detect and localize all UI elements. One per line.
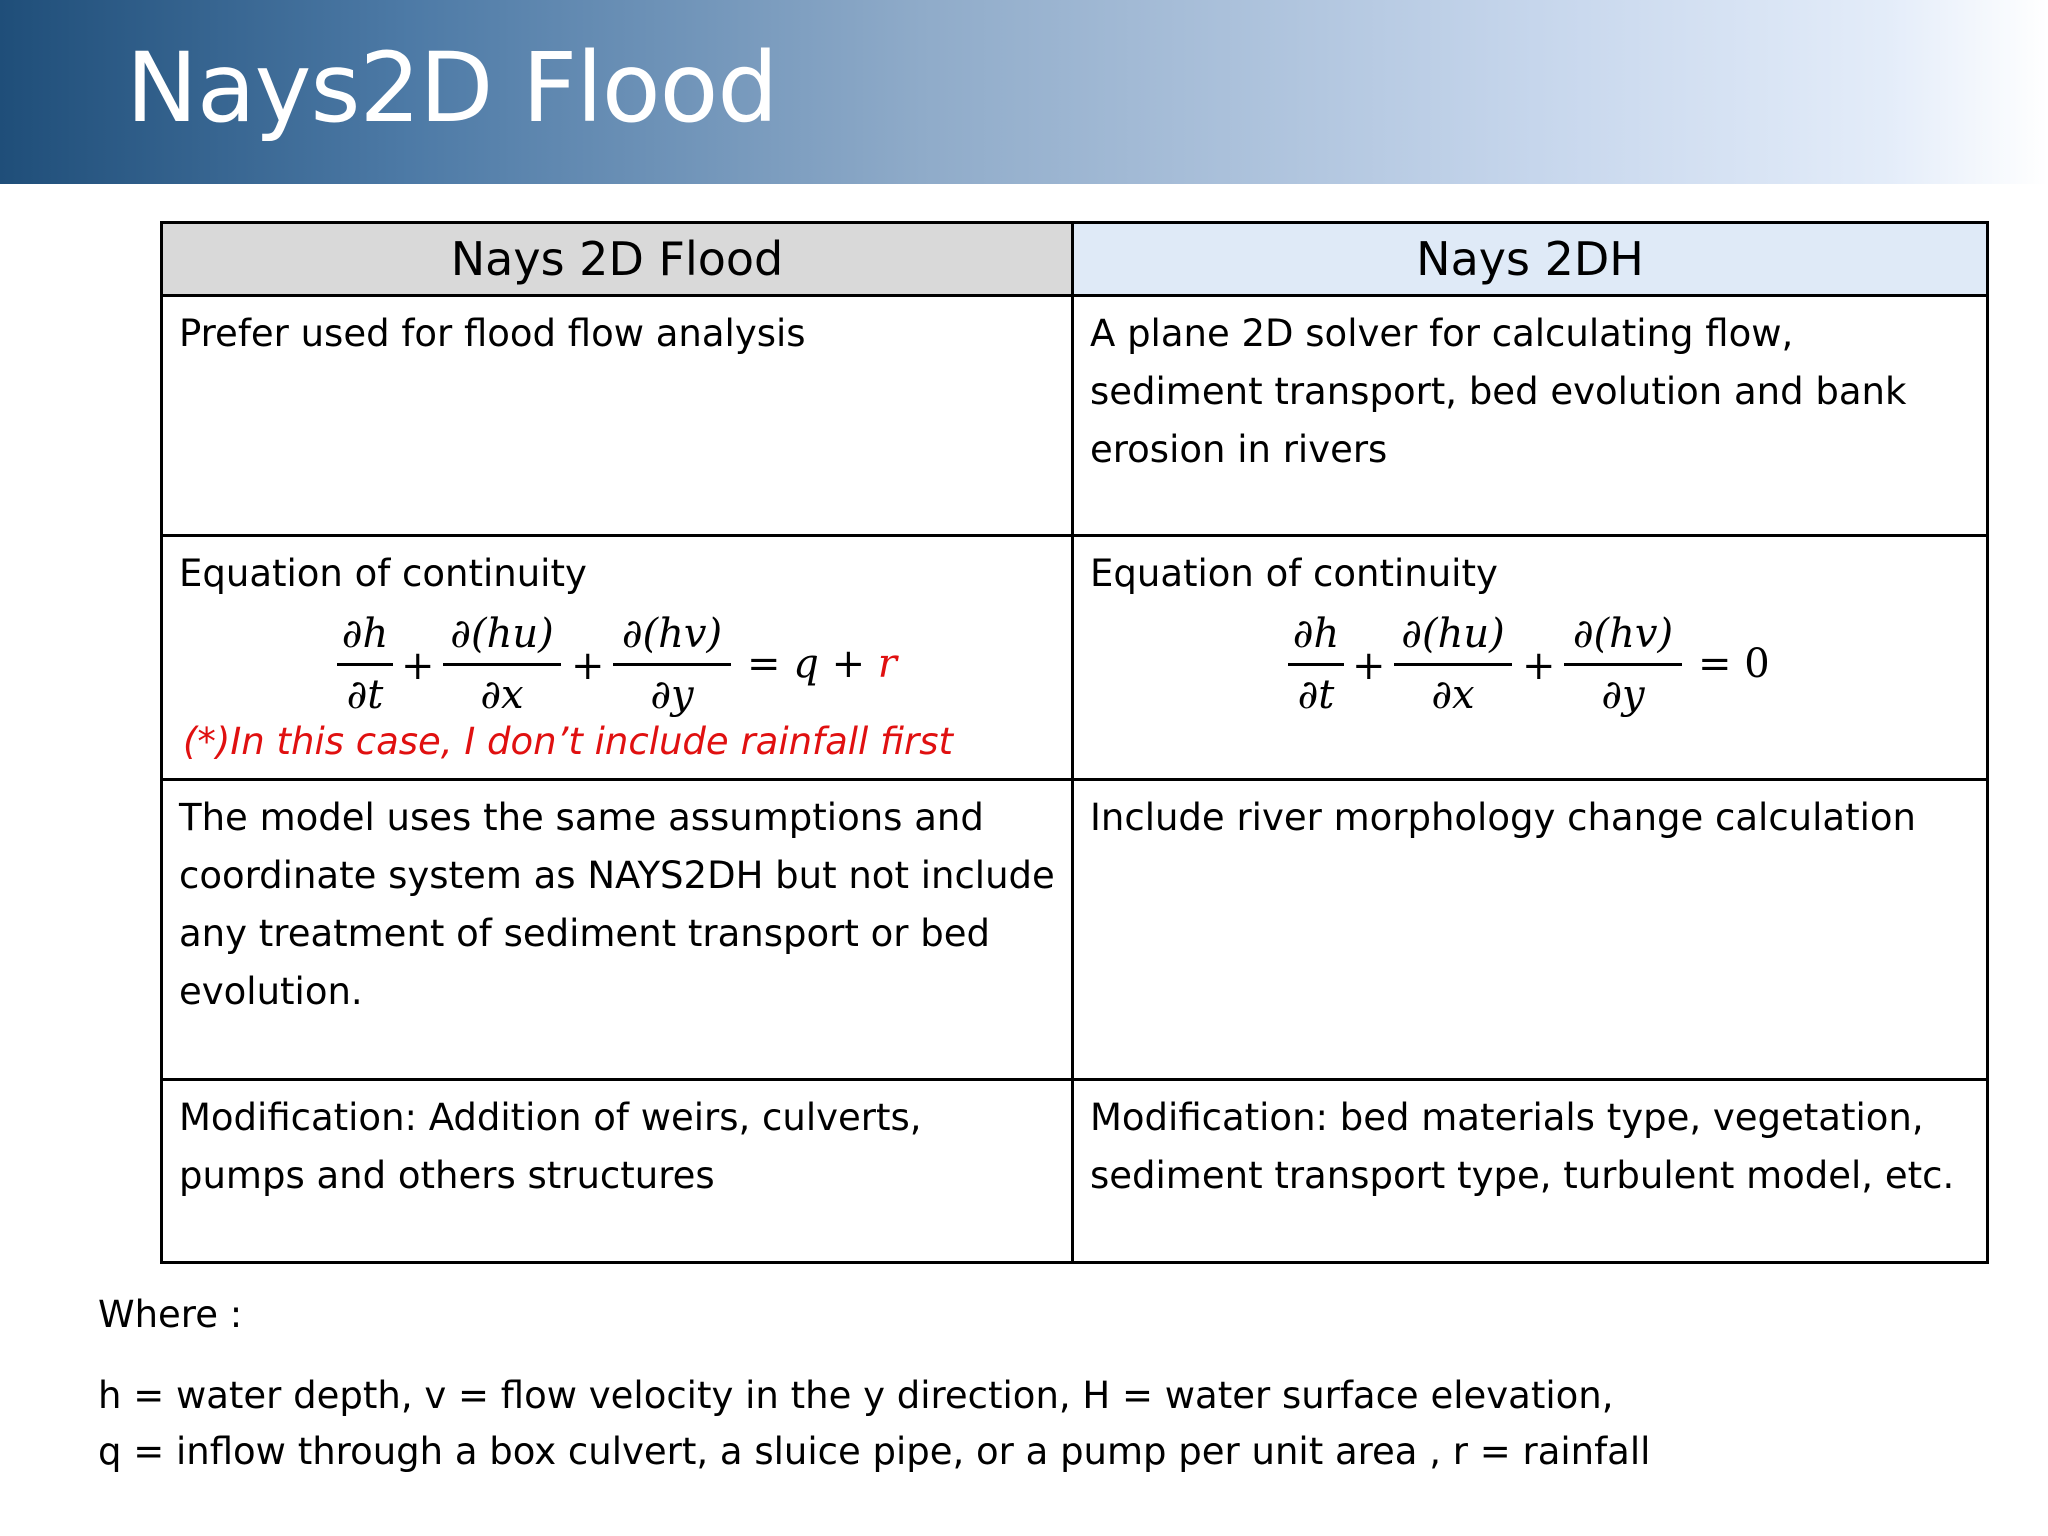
where-label: Where :	[98, 1293, 243, 1336]
inflow-term: q	[793, 641, 819, 687]
rainfall-note: (*)In this case, I don’t include rainfall first	[183, 720, 953, 763]
fraction-dhu-dx	[1394, 605, 1512, 724]
plus-sign: +	[1522, 643, 1556, 689]
fraction-numerator: ∂(hu)	[1401, 611, 1505, 657]
table-row	[162, 296, 1988, 536]
fraction-dhu-dx	[443, 605, 561, 724]
fraction-denominator: ∂t	[346, 672, 384, 718]
fraction-denominator: ∂y	[1601, 672, 1645, 718]
plus-sign: +	[1352, 643, 1386, 689]
table-row	[162, 1080, 1988, 1263]
continuity-label: Equation of continuity	[1090, 552, 1498, 595]
continuity-equation-flood	[179, 605, 1057, 723]
definition-line: q = inflow through a box culvert, a sluice pipe, or a pump per unit area , r = rainfall	[98, 1430, 1651, 1473]
cell-assumptions-flood: The model uses the same assumptions and coordinate system as NAYS2DH but not include any treatment of sediment transport or bed evolution.	[162, 780, 1073, 1080]
comparison-table	[160, 221, 1989, 1264]
plus-sign: +	[401, 643, 435, 689]
fraction-denominator: ∂x	[480, 672, 524, 718]
page-title: Nays2D Flood	[126, 32, 778, 144]
plus-sign: +	[831, 641, 866, 687]
cell-continuity-flood	[162, 536, 1073, 780]
table-row	[162, 780, 1988, 1080]
definition-line: h = water depth, v = flow velocity in the y direction, H = water surface elevation,	[98, 1374, 1614, 1417]
equals-sign: =	[1698, 641, 1732, 687]
fraction-dh-dt	[1288, 605, 1344, 724]
cell-continuity-2dh	[1073, 536, 1988, 780]
fraction-dhv-dy	[613, 605, 731, 724]
continuity-equation-2dh	[1090, 605, 1972, 723]
title-banner	[0, 0, 2048, 184]
cell-purpose-flood: Prefer used for flood flow analysis	[162, 296, 1073, 536]
zero-term: 0	[1744, 641, 1770, 687]
fraction-dh-dt	[337, 605, 393, 724]
table-header-row	[162, 223, 1988, 296]
variable-definitions	[98, 1368, 1650, 1480]
header-nays2d-flood: Nays 2D Flood	[162, 223, 1073, 296]
rainfall-term: r	[877, 641, 897, 687]
fraction-numerator: ∂(hv)	[621, 611, 723, 657]
fraction-numerator: ∂h	[1292, 611, 1340, 657]
plus-sign: +	[571, 643, 605, 689]
fraction-denominator: ∂t	[1297, 672, 1335, 718]
fraction-denominator: ∂y	[650, 672, 694, 718]
fraction-numerator: ∂h	[341, 611, 389, 657]
cell-assumptions-2dh: Include river morphology change calculation	[1073, 780, 1988, 1080]
fraction-denominator: ∂x	[1431, 672, 1475, 718]
equation-rhs	[747, 635, 897, 693]
cell-modification-flood: Modification: Addition of weirs, culverts, pumps and others structures	[162, 1080, 1073, 1263]
table-row	[162, 536, 1988, 780]
cell-purpose-2dh: A plane 2D solver for calculating flow, sediment transport, bed evolution and bank erosion in rivers	[1073, 296, 1988, 536]
fraction-numerator: ∂(hu)	[450, 611, 554, 657]
fraction-numerator: ∂(hv)	[1572, 611, 1674, 657]
header-nays2dh: Nays 2DH	[1073, 223, 1988, 296]
fraction-dhv-dy	[1564, 605, 1682, 724]
equals-sign: =	[747, 641, 781, 687]
equation-rhs	[1698, 635, 1770, 693]
cell-modification-2dh: Modification: bed materials type, vegetation, sediment transport type, turbulent model, etc.	[1073, 1080, 1988, 1263]
continuity-label: Equation of continuity	[179, 552, 587, 595]
